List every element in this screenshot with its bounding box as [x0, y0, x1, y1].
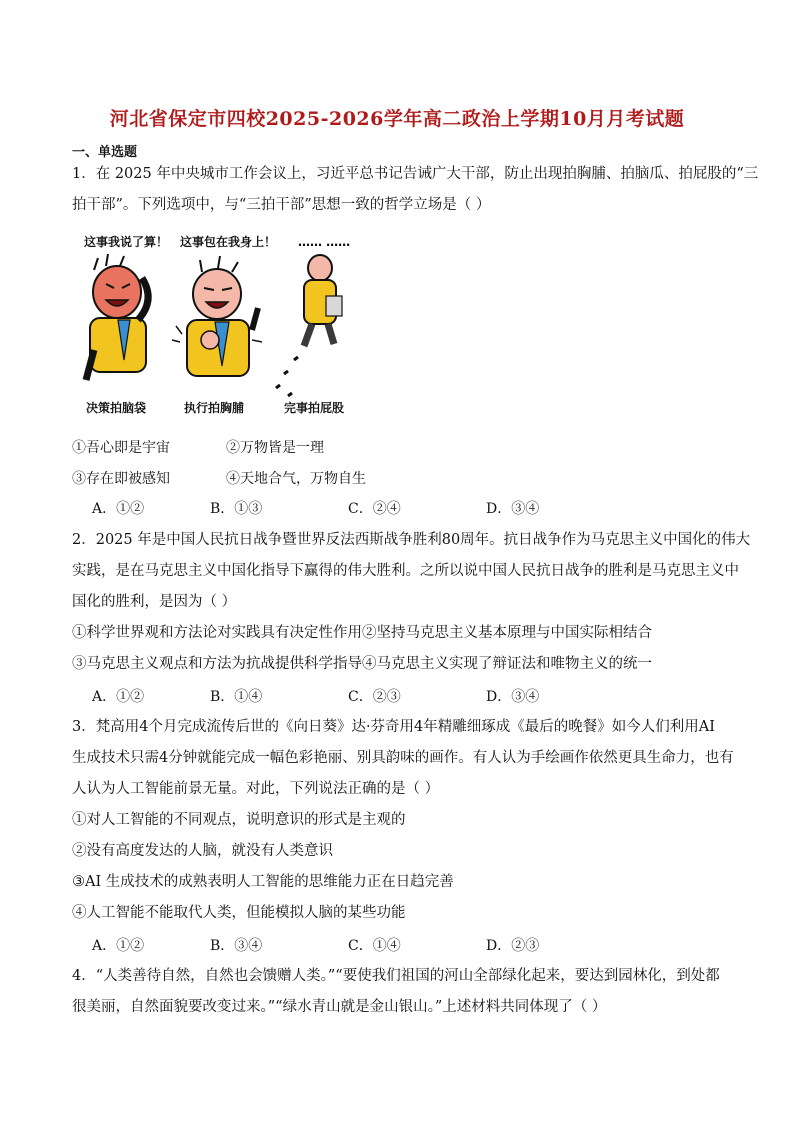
q2-stem-line1: 2．2025 年是中国人民抗日战争暨世界反法西斯战争胜利80周年。抗日战争作为马克思主义中国化的伟大	[72, 532, 751, 548]
q1-stem-line2: 拍干部”。下列选项中，与“三拍干部”思想一致的哲学立场是（ ）	[72, 197, 491, 213]
q4-stem-line1: 4．“人类善待自然，自然也会馈赠人类。”“要使我们祖国的河山全部绿化起来，要达到园林化，到处都	[72, 968, 720, 984]
cartoon-speech-1: 这事我说了算！	[84, 235, 169, 249]
section-heading: 一、单选题	[72, 145, 138, 160]
cartoon-caption-1: 决策拍脑袋	[86, 401, 147, 415]
q1-statement-3: ③存在即被感知	[72, 471, 170, 487]
q2-stem-line3: 国化的胜利，是因为（ ）	[72, 594, 237, 610]
q2-statements-1-2: ①科学世界观和方法论对实践具有决定性作用②坚持马克思主义基本原理与中国实际相结合	[72, 625, 652, 641]
q3-stem-line1: 3．梵高用4个月完成流传后世的《向日葵》达·芬奇用4年精雕细琢成《最后的晚餐》如今人们利用AI	[72, 719, 715, 735]
q1-choice-b[interactable]: B．①③	[210, 501, 263, 517]
q1-statement-4: ④天地合气，万物自生	[226, 471, 366, 487]
cartoon-speech-2: 这事包在我身上！	[180, 235, 277, 249]
cartoon-caption-3: 完事拍屁股	[284, 401, 345, 415]
q2-choice-d[interactable]: D．③④	[486, 689, 540, 705]
cartoon-figure-forehead	[86, 254, 148, 380]
q3-choice-d[interactable]: D．②③	[486, 938, 540, 954]
q3-statement-3: ③AI 生成技术的成熟表明人工智能的思维能力正在日趋完善	[72, 874, 454, 890]
q3-statement-1: ①对人工智能的不同观点，说明意识的形式是主观的	[72, 812, 406, 828]
q2-choice-a[interactable]: A．①②	[92, 689, 145, 705]
document-title: 河北省保定市四校2025-2026学年高二政治上学期10月月考试题	[109, 108, 685, 130]
q4-stem-line2: 很美丽，自然面貌要改变过来。”“绿水青山就是金山银山。”上述材料共同体现了（ ）	[72, 999, 607, 1015]
q1-choice-c[interactable]: C．②④	[348, 501, 401, 517]
q1-choice-d[interactable]: D．③④	[486, 501, 540, 517]
cartoon-figure-chest	[172, 256, 262, 376]
q1-statement-1: ①吾心即是宇宙	[72, 440, 170, 456]
q3-choice-b[interactable]: B．③④	[210, 938, 263, 954]
cartoon-caption-2: 执行拍胸脯	[184, 401, 245, 415]
q3-stem-line3: 人认为人工智能前景无量。对此，下列说法正确的是（ ）	[72, 781, 440, 797]
q2-choice-b[interactable]: B．①④	[210, 689, 263, 705]
q3-statement-2: ②没有高度发达的人脑，就没有人类意识	[72, 843, 333, 859]
q2-choice-c[interactable]: C．②③	[348, 689, 401, 705]
cartoon-figure-leaving	[276, 255, 342, 396]
q1-stem-line1: 1．在 2025 年中央城市工作会议上，习近平总书记告诫广大干部，防止出现拍胸脯、拍脑瓜、拍屁股的“三	[72, 166, 759, 182]
q3-statement-4: ④人工智能不能取代人类，但能模拟人脑的某些功能	[72, 905, 406, 921]
cartoon-speech-3: …… ……	[298, 235, 351, 249]
q1-statement-2: ②万物皆是一理	[226, 440, 324, 456]
q2-statements-3-4: ③马克思主义观点和方法为抗战提供科学指导④马克思主义实现了辩证法和唯物主义的统一	[72, 656, 652, 672]
q3-stem-line2: 生成技术只需4分钟就能完成一幅色彩艳丽、别具韵味的画作。有人认为手绘画作依然更具生命力，也有	[72, 750, 734, 766]
q1-choice-a[interactable]: A．①②	[92, 501, 145, 517]
q3-choice-a[interactable]: A．①②	[92, 938, 145, 954]
q2-stem-line2: 实践，是在马克思主义中国化指导下赢得的伟大胜利。之所以说中国人民抗日战争的胜利是马克思主义中	[72, 563, 739, 579]
q1-cartoon-image	[72, 230, 372, 420]
q3-choice-c[interactable]: C．①④	[348, 938, 401, 954]
